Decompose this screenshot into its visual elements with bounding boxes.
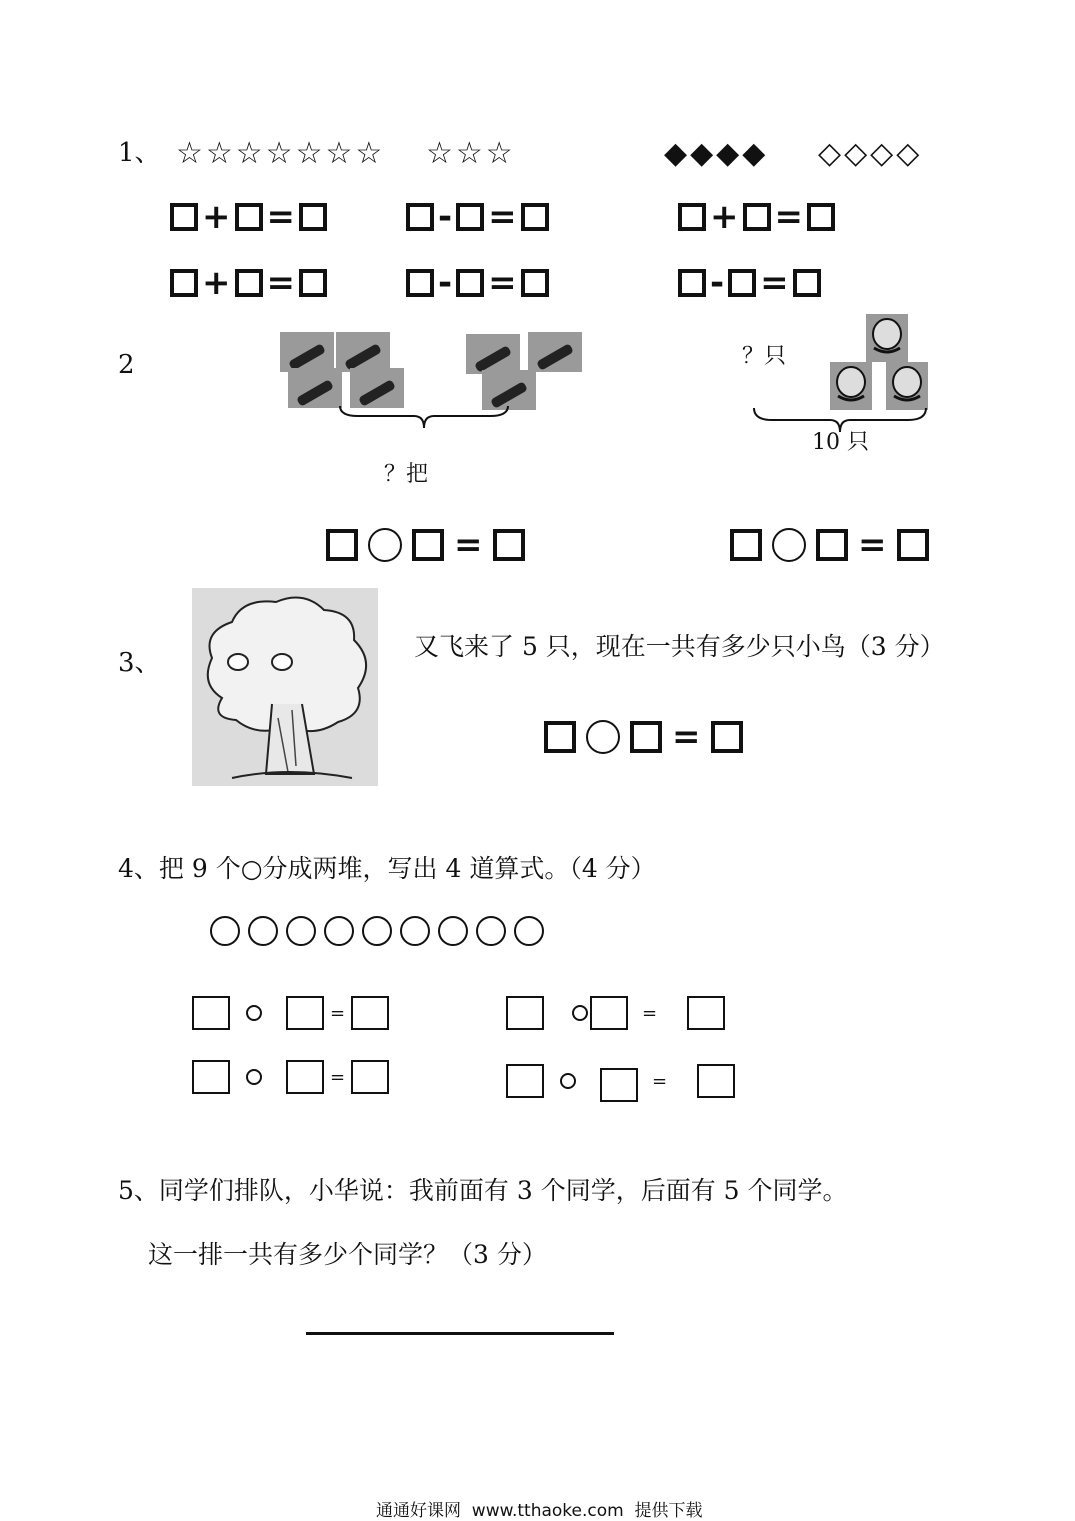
answer-box[interactable] [687, 996, 725, 1030]
equals-sign: = [330, 1002, 346, 1024]
answer-box[interactable] [456, 269, 484, 297]
q2-right-label: ？只 [742, 344, 787, 369]
operator-circle[interactable] [368, 528, 402, 562]
q1-equation-6 [678, 263, 821, 303]
answer-box[interactable] [406, 269, 434, 297]
q1-equation-1 [170, 197, 327, 237]
peach-icon [886, 362, 928, 410]
answer-box[interactable] [412, 529, 444, 561]
equals-sign: = [642, 1002, 658, 1024]
q5-line1: 5、同学们排队，小华说：我前面有 3 个同学，后面有 5 个同学。 [118, 1176, 848, 1205]
answer-box[interactable] [286, 1060, 324, 1094]
q3-number: 3、 [118, 648, 161, 678]
peach-icon [866, 314, 908, 362]
equals-sign: = [330, 1066, 346, 1088]
operator-circle[interactable] [246, 1005, 262, 1021]
equals-sign: = [760, 263, 789, 303]
q2-equation-left [326, 525, 525, 565]
answer-box[interactable] [630, 721, 662, 753]
q4-equation-1 [192, 996, 389, 1030]
operator-circle[interactable] [772, 528, 806, 562]
answer-box[interactable] [299, 203, 327, 231]
q1-number: 1、 [118, 138, 161, 168]
comb-icon [466, 334, 520, 374]
q2-number: 2 [118, 350, 135, 380]
answer-box[interactable] [743, 203, 771, 231]
circle-icon [438, 916, 468, 946]
circle-icon [514, 916, 544, 946]
diamonds-filled: ◆◆◆◆ [664, 136, 769, 171]
circle-icon [324, 916, 354, 946]
equals-sign: = [672, 717, 701, 757]
comb-icon [288, 368, 342, 408]
answer-box[interactable] [544, 721, 576, 753]
answer-box[interactable] [192, 1060, 230, 1094]
answer-box[interactable] [600, 1068, 638, 1102]
operator: + [202, 197, 231, 237]
answer-box[interactable] [456, 203, 484, 231]
bird-icon [272, 654, 292, 670]
answer-box[interactable] [807, 203, 835, 231]
circle-icon [476, 916, 506, 946]
answer-box[interactable] [406, 203, 434, 231]
diamonds-empty: ◇◇◇◇ [818, 136, 923, 171]
answer-box[interactable] [235, 269, 263, 297]
q5-line2: 这一排一共有多少个同学？（3 分） [148, 1240, 547, 1269]
answer-box[interactable] [351, 996, 389, 1030]
q2-equation-right [730, 525, 929, 565]
q2-right-total: 10 只 [812, 430, 869, 455]
operator: + [202, 263, 231, 303]
equals-sign: = [652, 1070, 668, 1092]
operator: - [710, 263, 725, 303]
answer-box[interactable] [897, 529, 929, 561]
comb-icon [528, 332, 582, 372]
operator: - [438, 197, 453, 237]
circle-icon [362, 916, 392, 946]
equals-sign: = [858, 525, 887, 565]
equals-sign: = [454, 525, 483, 565]
comb-icon [336, 332, 390, 372]
comb-icon [350, 368, 404, 408]
equals-sign: = [488, 197, 517, 237]
q4-equation-3 [192, 1060, 389, 1094]
answer-box[interactable] [728, 269, 756, 297]
q2-left-label: ？把 [384, 462, 429, 487]
answer-box[interactable] [521, 269, 549, 297]
answer-box[interactable] [235, 203, 263, 231]
equals-sign: = [488, 263, 517, 303]
q1-equation-3 [678, 197, 835, 237]
q1-equation-2 [406, 197, 549, 237]
operator-circle[interactable] [572, 1005, 588, 1021]
answer-box[interactable] [793, 269, 821, 297]
comb-icon [280, 332, 334, 372]
answer-box[interactable] [299, 269, 327, 297]
operator-circle[interactable] [586, 720, 620, 754]
stars-group-a: ☆☆☆☆☆☆☆ [176, 136, 386, 171]
tree-with-birds-illustration [192, 588, 378, 786]
footer-text: 通通好课网 www.tthaoke.com 提供下载 [376, 1501, 703, 1521]
answer-box[interactable] [711, 721, 743, 753]
answer-box[interactable] [730, 529, 762, 561]
answer-line[interactable] [306, 1332, 614, 1335]
q4-equation-2 [506, 996, 725, 1030]
answer-box[interactable] [493, 529, 525, 561]
nine-circles [210, 916, 544, 946]
stars-group-b: ☆☆☆ [426, 136, 516, 171]
equals-sign: = [266, 263, 295, 303]
operator-circle[interactable] [246, 1069, 262, 1085]
answer-box[interactable] [326, 529, 358, 561]
circle-icon [400, 916, 430, 946]
answer-box[interactable] [351, 1060, 389, 1094]
peach-icon [830, 362, 872, 410]
answer-box[interactable] [521, 203, 549, 231]
bird-icon [228, 654, 248, 670]
answer-box[interactable] [590, 996, 628, 1030]
operator-circle[interactable] [560, 1073, 576, 1089]
q1-equation-4 [170, 263, 327, 303]
operator: + [710, 197, 739, 237]
q3-equation [544, 717, 743, 757]
q1-equation-5 [406, 263, 549, 303]
answer-box[interactable] [192, 996, 230, 1030]
circle-icon [248, 916, 278, 946]
answer-box[interactable] [678, 269, 706, 297]
q4-equation-4 [506, 1060, 735, 1102]
equals-sign: = [774, 197, 803, 237]
q4-question: 4、把 9 个○分成两堆，写出 4 道算式。（4 分） [118, 854, 656, 883]
answer-box[interactable] [170, 203, 198, 231]
answer-box[interactable] [170, 269, 198, 297]
answer-box[interactable] [678, 203, 706, 231]
answer-box[interactable] [506, 1064, 544, 1098]
brace-icon [338, 404, 510, 432]
circle-icon [286, 916, 316, 946]
answer-box[interactable] [286, 996, 324, 1030]
equals-sign: = [266, 197, 295, 237]
q3-question: 又飞来了 5 只，现在一共有多少只小鸟（3 分） [414, 632, 945, 661]
answer-box[interactable] [697, 1064, 735, 1098]
answer-box[interactable] [816, 529, 848, 561]
operator: - [438, 263, 453, 303]
circle-icon [210, 916, 240, 946]
answer-box[interactable] [506, 996, 544, 1030]
